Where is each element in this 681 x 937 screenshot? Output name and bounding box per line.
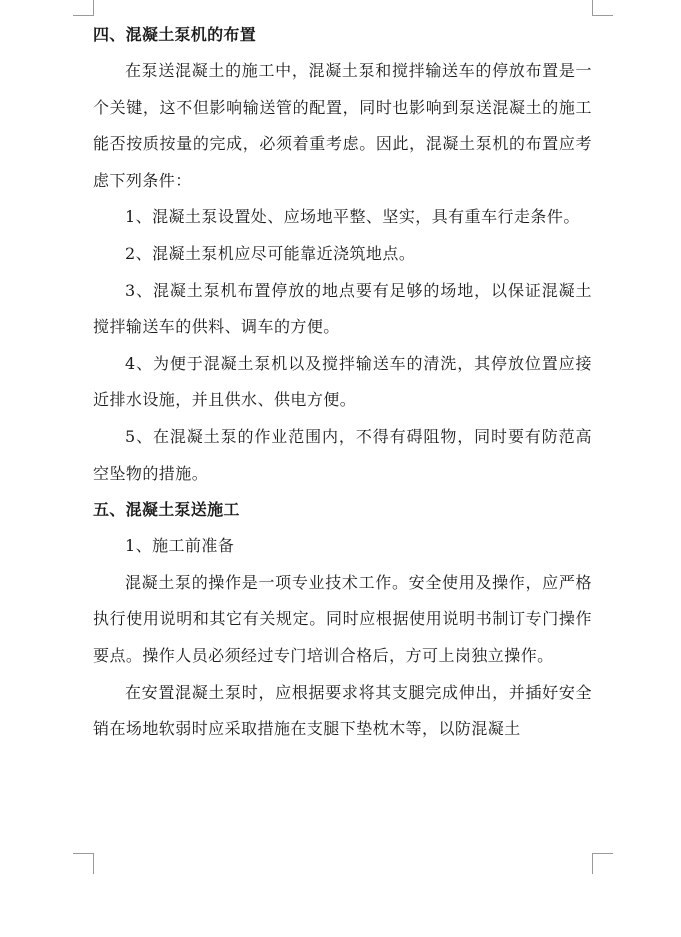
list-item: 5、在混凝土泵的作业范围内，不得有碍阻物，同时要有防范高空坠物的措施。 [93, 426, 592, 483]
paragraph: 在安置混凝土泵时，应根据要求将其支腿完成伸出，并插好安全销在场地软弱时应采取措施在支腿下垫枕木等，以防混凝土 [93, 682, 592, 739]
crop-mark-bottom-right [592, 853, 613, 874]
list-item: 2、混凝土泵机应尽可能靠近浇筑地点。 [125, 243, 416, 263]
list-item: 3、混凝土泵机布置停放的地点要有足够的场地，以保证混凝土搅拌输送车的供料、调车的方便。 [93, 280, 592, 337]
crop-mark-top-left [73, 0, 94, 16]
crop-mark-top-right [592, 0, 613, 16]
list-item: 1、混凝土泵设置处、应场地平整、坚实，具有重车行走条件。 [125, 207, 580, 227]
section-heading: 四、混凝土泵机的布置 [93, 25, 257, 44]
subheading: 1、施工前准备 [125, 536, 235, 556]
paragraph: 在泵送混凝土的施工中，混凝土泵和搅拌输送车的停放布置是一个关键，这不但影响输送管的配置，同时也影响到泵送混凝土的施工能否按质按量的完成，必须着重考虑。因此，混凝土泵机的布置应考虑下列条件： [93, 61, 592, 190]
crop-mark-bottom-left [73, 853, 94, 874]
paragraph: 混凝土泵的操作是一项专业技术工作。安全使用及操作，应严格执行使用说明和其它有关规定。同时应根据使用说明书制订专门操作要点。操作人员必须经过专门培训合格后，方可上岗独立操作。 [93, 572, 592, 665]
document-body [93, 17, 592, 748]
list-item: 4、为便于混凝土泵机以及搅拌输送车的清洗，其停放位置应接近排水设施，并且供水、供电方便。 [93, 353, 592, 410]
section-heading: 五、混凝土泵送施工 [93, 500, 240, 520]
